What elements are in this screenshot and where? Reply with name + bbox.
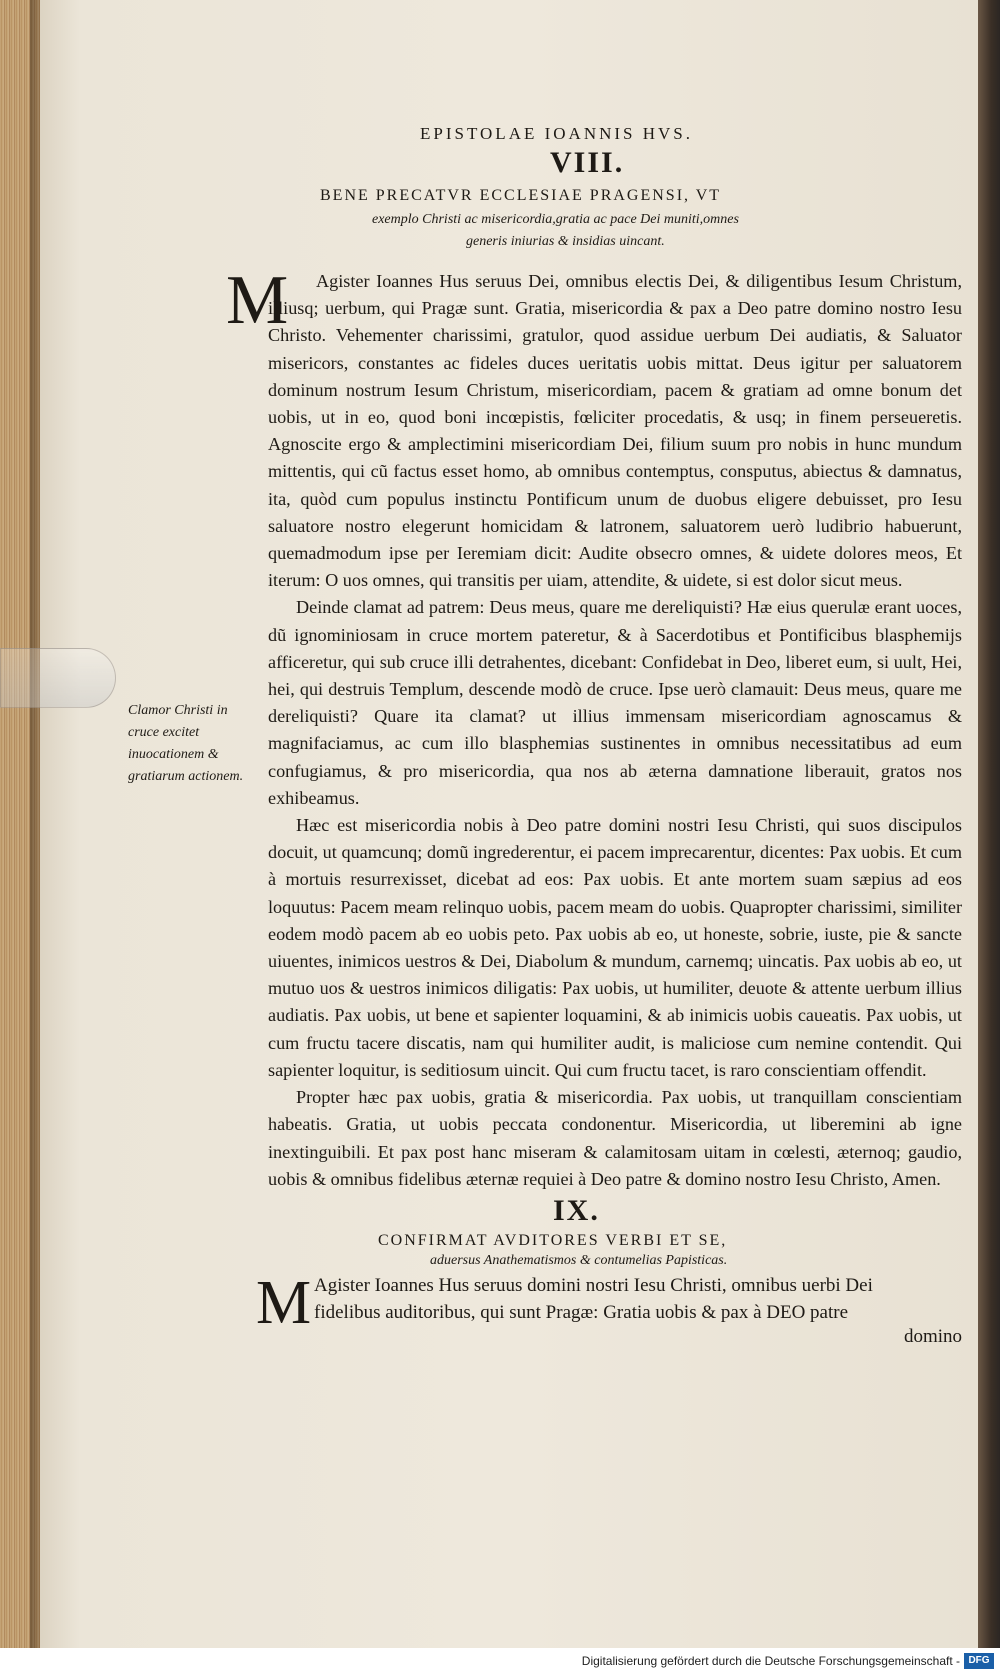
letter-ix-body bbox=[314, 1272, 962, 1326]
letter-viii-subheading-1: exemplo Christi ac misericordia,gratia ac pace Dei muniti,omnes bbox=[372, 212, 739, 227]
letter-viii-heading: BENE PRECATVR ECCLESIAE PRAGENSI, VT bbox=[320, 187, 722, 204]
letter-ix-line-1: Agister Ioannes Hus seruus domini nostri Iesu Christi, omnibus uerbi Dei bbox=[314, 1275, 873, 1296]
letter-number-viii: VIII. bbox=[550, 146, 625, 179]
letter-viii-paragraph-2: Deinde clamat ad patrem: Deus meus, quare me dereliquisti? Hæ eius querulæ erant uoces, dũ ignominiosam in cruce mortem pateretur, & à Sacerdotibus et Pontificibus blasphemijs afficeretur, qui sub cruce illi detrahentes, dicebant: Confidebat in Deo, liberet eum, si uult, Hei, hei, qui destruis Templum, descende modò de cruce. Ipse uerò clamauit: Deus meus, quare me dereliquisti? Quare ita clamat? ut illius immensam misericordiam agnoscamus & magnifaciamus, ac cum illo blasphemias sustinentes in omnibus necessitatibus ad eum confugiamus, & pro misericordia, qua nos ab æterna damnatione liberauit, gratos nos exhibeamus. bbox=[268, 597, 962, 808]
dfg-logo-icon: DFG bbox=[964, 1653, 994, 1669]
letter-ix-dropcap: M bbox=[256, 1269, 312, 1337]
footer-bar bbox=[0, 1648, 1000, 1676]
letter-viii-paragraph-4: Propter hæc pax uobis, gratia & misericordia. Pax uobis, ut tranquillam conscientiam habeatis. Gratia, ut uobis peccata condonentur. Misericordia, ut liberemini ab igne inextinguibili. Et pax post hanc miseram & calamitosam uitam in cœlesti, æternoq; gaudio, uobis & omnibus fidelibus æternæ requiei à Deo patre & domino nostro Iesu Christo, Amen. bbox=[268, 1087, 962, 1189]
marginal-note: Clamor Christi in cruce excitet inuocationem & gratiarum actionem. bbox=[128, 703, 244, 784]
letter-ix-heading: CONFIRMAT AVDITORES VERBI ET SE, bbox=[378, 1232, 728, 1249]
letter-viii-subheading-2: generis iniurias & insidias uincant. bbox=[466, 234, 665, 249]
catchword: domino bbox=[904, 1326, 963, 1347]
footer-credit: Digitalisierung gefördert durch die Deutsche Forschungsgemeinschaft - bbox=[581, 1654, 960, 1668]
bookmark-ribbon bbox=[0, 648, 116, 708]
letter-viii-body bbox=[268, 268, 962, 1193]
letter-viii-paragraph-1: Agister Ioannes Hus seruus Dei, omnibus electis Dei, & diligentibus Iesum Christum, illiusq; uerbum, qui Pragæ sunt. Gratia, misericordia & pax a Deo patre domino nostro Iesu Christo. Vehementer charissimi, gratulor, quod assidue uerbum Dei audiatis, & Saluator misericors, constantes ac fideles duces ueritatis uobis mittat. Deus igitur per saluatorem dominum nostrum Iesum Christum, misericordiam, pacem & gratiam ad omne bonum det uobis, ut in eo, quod boni incœpistis, fœliciter procedatis, & usq; in finem perseueretis. Agnoscite ergo & amplectimini misericordiam Dei, filium suum pro nobis in hunc mundum mittentis, qui cũ factus esset homo, ab omnibus contemptus, consputus, abiectus & damnatus, ita, quòd cum populus instinctu Pontificum unum de duobus eligere debuisset, pro Iesu saluatore nostro elegerunt homicidam & latronem, saluatorem uerò ludibrio habuerunt, quemadmodum ipse per Ieremiam dicit: Audite obsecro omnes, & uidete dolores meos, Et iterum: O uos omnes, qui transitis per uiam, attendite, & uidete, si est dolor sicut meus. bbox=[268, 271, 962, 591]
book-cover-edge bbox=[978, 0, 1000, 1648]
letter-ix-subheading: aduersus Anathematismos & contumelias Papisticas. bbox=[430, 1253, 728, 1268]
letter-ix-line-2: fidelibus auditoribus, qui sunt Pragæ: Gratia uobis & pax à DEO patre bbox=[314, 1302, 849, 1323]
letter-number-ix: IX. bbox=[553, 1194, 600, 1227]
letter-viii-paragraph-3: Hæc est misericordia nobis à Deo patre domini nostri Iesu Christi, qui suos discipulos docuit, ut quamcunq; domũ ingrederentur, ei pacem imprecarentur, dicentes: Pax uobis. Et cum à mortuis resurrexisset, dicebat ad eos: Pax uobis. Et ante mortem suam sæpius ad eos loquutus: Pacem meam relinquo uobis, pacem meam do uobis. Quapropter charissimi, similiter eodem modò pacem ab eo uobis peto. Pax uobis ab eo, ut honeste, sobrie, iuste, pie & sancte uiuentes, inimicos uestros & Dei, Diabolum & mundum, carnemq; uincatis. Pax uobis ab eo, ut mutuo uos & uestros inimicos diligatis: Pax uobis, ut humiliter, deuote & attente uerbum illius audiatis. Pax uobis, ut bene et sapienter loquamini, & ab inimicis uobis caueatis. Pax uobis, ut cum fructu tacere discatis, nam qui humiliter audit, is maliciose cum nemine contendit. Qui sapienter loquitur, is seditiosum uincit. Qui cum fructu tacet, is raro conscientiam offendit. bbox=[268, 815, 962, 1080]
running-head: EPISTOLAE IOANNIS HVS. bbox=[420, 124, 693, 143]
letter-viii-dropcap: M bbox=[226, 262, 289, 339]
